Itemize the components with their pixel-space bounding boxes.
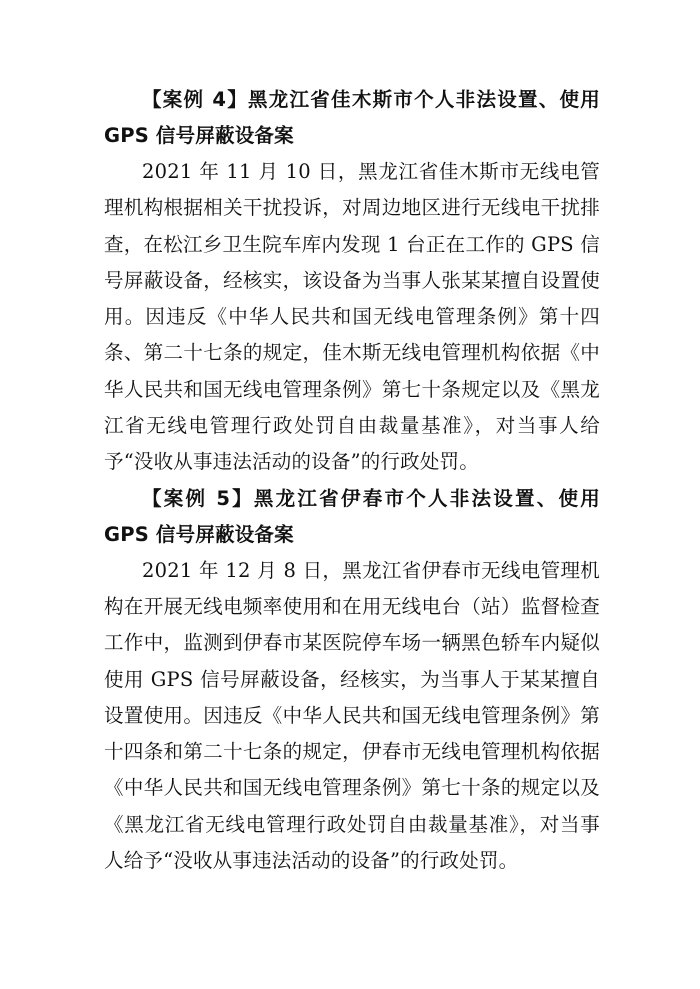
document-page xyxy=(104,82,600,879)
case-4-title: 【案例 4】黑龙江省佳木斯市个人非法设置、使用 GPS 信号屏蔽设备案 xyxy=(104,88,600,147)
case-5-body: 2021 年 12 月 8 日，黑龙江省伊春市无线电管理机构在开展无线电频率使用和在用无线电台（站）监督检查工作中，监测到伊春市某医院停车场一辆黑色轿车内疑似使用 GPS 信号屏蔽设备，经核实，为当事人于某某擅自设置使用。因违反《中华人民共和国无线电管理条例》第十四条和第二十七条的规定，伊春市无线电管理机构依据《中华人民共和国无线电管理条例》第七十条的规定以及《黑龙江省无线电管理行政处罚自由裁量基准》，对当事人给予“没收从事违法活动的设备”的行政处罚。 xyxy=(104,558,600,873)
case-4-body: 2021 年 11 月 10 日，黑龙江省佳木斯市无线电管理机构根据相关干扰投诉，对周边地区进行无线电干扰排查，在松江乡卫生院车库内发现 1 台正在工作的 GPS 信号屏蔽设备，经核实，该设备为当事人张某某擅自设置使用。因违反《中华人民共和国无线电管理条例》第十四条、第二十七条的规定，佳木斯无线电管理机构依据《中华人民共和国无线电管理条例》第七十条规定以及《黑龙江省无线电管理行政处罚自由裁量基准》，对当事人给予“没收从事违法活动的设备”的行政处罚。 xyxy=(104,160,600,474)
case-5-title: 【案例 5】黑龙江省伊春市个人非法设置、使用 GPS 信号屏蔽设备案 xyxy=(104,486,600,546)
case-5-section xyxy=(104,481,600,880)
case-4-section xyxy=(104,82,600,481)
